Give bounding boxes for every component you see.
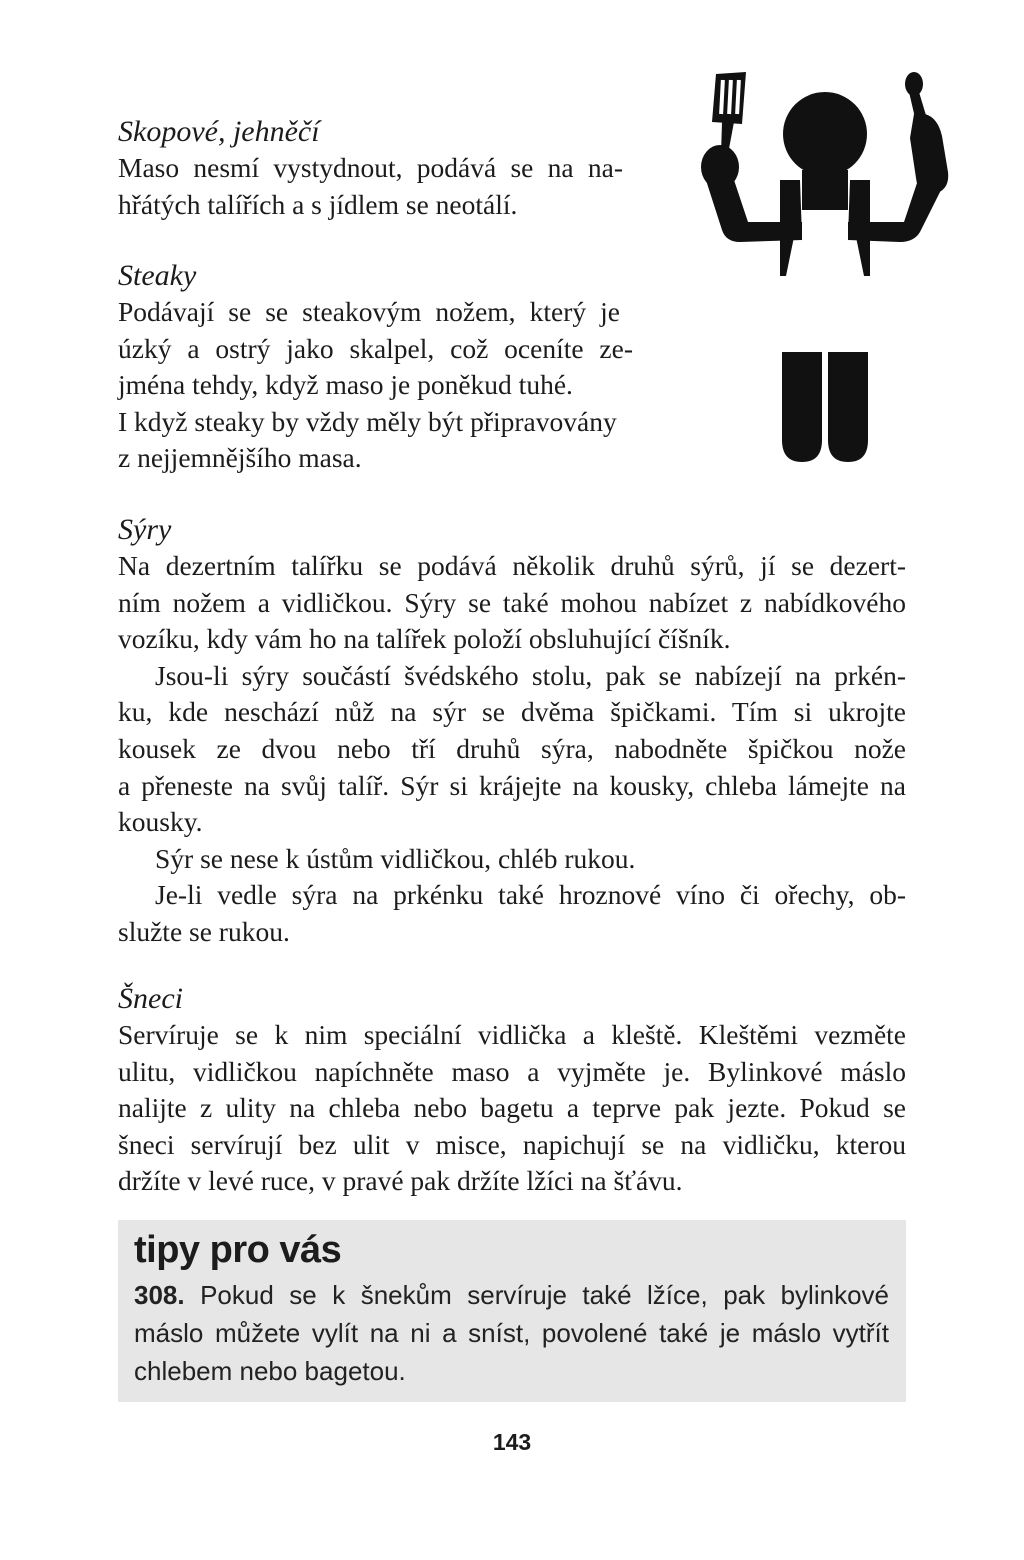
paragraph-line: Sýr se nese k ústům vidličkou, chléb rukou. [155, 842, 636, 874]
paragraph-line: a přeneste na svůj talíř. Sýr si krájejte na kousky, chleba lámejte na [118, 769, 906, 801]
paragraph-line: vozíku, kdy vám ho na talířek položí obsluhující číšník. [118, 623, 731, 655]
tip-line [134, 1276, 889, 1314]
paragraph-line: úzký a ostrý jako skalpel, což oceníte ze- [118, 332, 633, 364]
tips-title: tipy pro vás [134, 1229, 342, 1271]
paragraph-line: Maso nesmí vystydnout, podává se na na- [118, 152, 623, 183]
tips-body [134, 1276, 889, 1390]
paragraph-line: držíte v levé ruce, v pravé pak držíte lžíci na šťávu. [118, 1165, 683, 1197]
section-cheeses [118, 512, 906, 951]
paragraph-line: I když steaky by vždy měly být připravovány [118, 405, 617, 437]
paragraph-line: šneci servírují bez ulit v misce, napichují se na vidličku, kterou [118, 1128, 906, 1160]
paragraph-line: kousek ze dvou nebo tří druhů sýra, nabodněte špičkou nože [118, 732, 906, 764]
paragraph-line: ulitu, vidličkou napíchněte maso a vyjměte je. Bylinkové máslo [118, 1055, 906, 1087]
section-snails [118, 981, 906, 1200]
paragraph-line: ku, kde neschází nůž na sýr se dvěma špičkami. Tím si ukrojte [118, 696, 906, 728]
page-number: 143 [492, 1429, 532, 1455]
paragraph-line: kousky. [118, 806, 203, 838]
section-heading: Steaky [118, 259, 197, 292]
section-heading: Skopové, jehněčí [118, 115, 320, 148]
section-heading: Sýry [118, 513, 172, 546]
paragraph-line: Jsou-li sýry součástí švédského stolu, pak se nabízejí na prkén- [155, 659, 906, 691]
paragraph-line: Podávají se se steakovým nožem, který je [118, 296, 620, 327]
paragraph-line: hřátých talířích a s jídlem se neotálí. [118, 188, 518, 220]
paragraph-line: Na dezertním talířku se podává několik druhů sýrů, jí se dezert- [118, 550, 906, 581]
paragraph-line: nalijte z ulity na chleba nebo bagetu a teprve pak jezte. Pokud se [118, 1092, 906, 1124]
paragraph-line: služte se rukou. [118, 915, 290, 947]
paragraph-line: Je-li vedle sýra na prkénku také hroznové víno či ořechy, ob- [155, 879, 906, 911]
section-heading: Šneci [118, 982, 183, 1015]
paragraph-line: jména tehdy, když maso je poněkud tuhé. [118, 369, 573, 401]
paragraph-line: Servíruje se k nim speciální vidlička a kleště. Kleštěmi vezměte [118, 1019, 906, 1050]
tip-text: Pokud se k šnekům servíruje také lžíce, pak bylinkové [184, 1280, 889, 1310]
section-steaks [118, 258, 666, 477]
tip-line: máslo můžete vylít na ni a sníst, povolené také je máslo vytřít [134, 1318, 889, 1348]
section-lamb [118, 114, 623, 223]
chef-with-spatula-icon [690, 62, 960, 470]
tip-line: chlebem nebo bagetou. [134, 1356, 406, 1386]
tip-number: 308. [134, 1280, 185, 1310]
tips-box [118, 1220, 906, 1402]
paragraph-line: z nejjemnějšího masa. [118, 442, 362, 474]
paragraph-line: ním nožem a vidličkou. Sýry se také mohou nabízet z nabídkového [118, 586, 906, 618]
